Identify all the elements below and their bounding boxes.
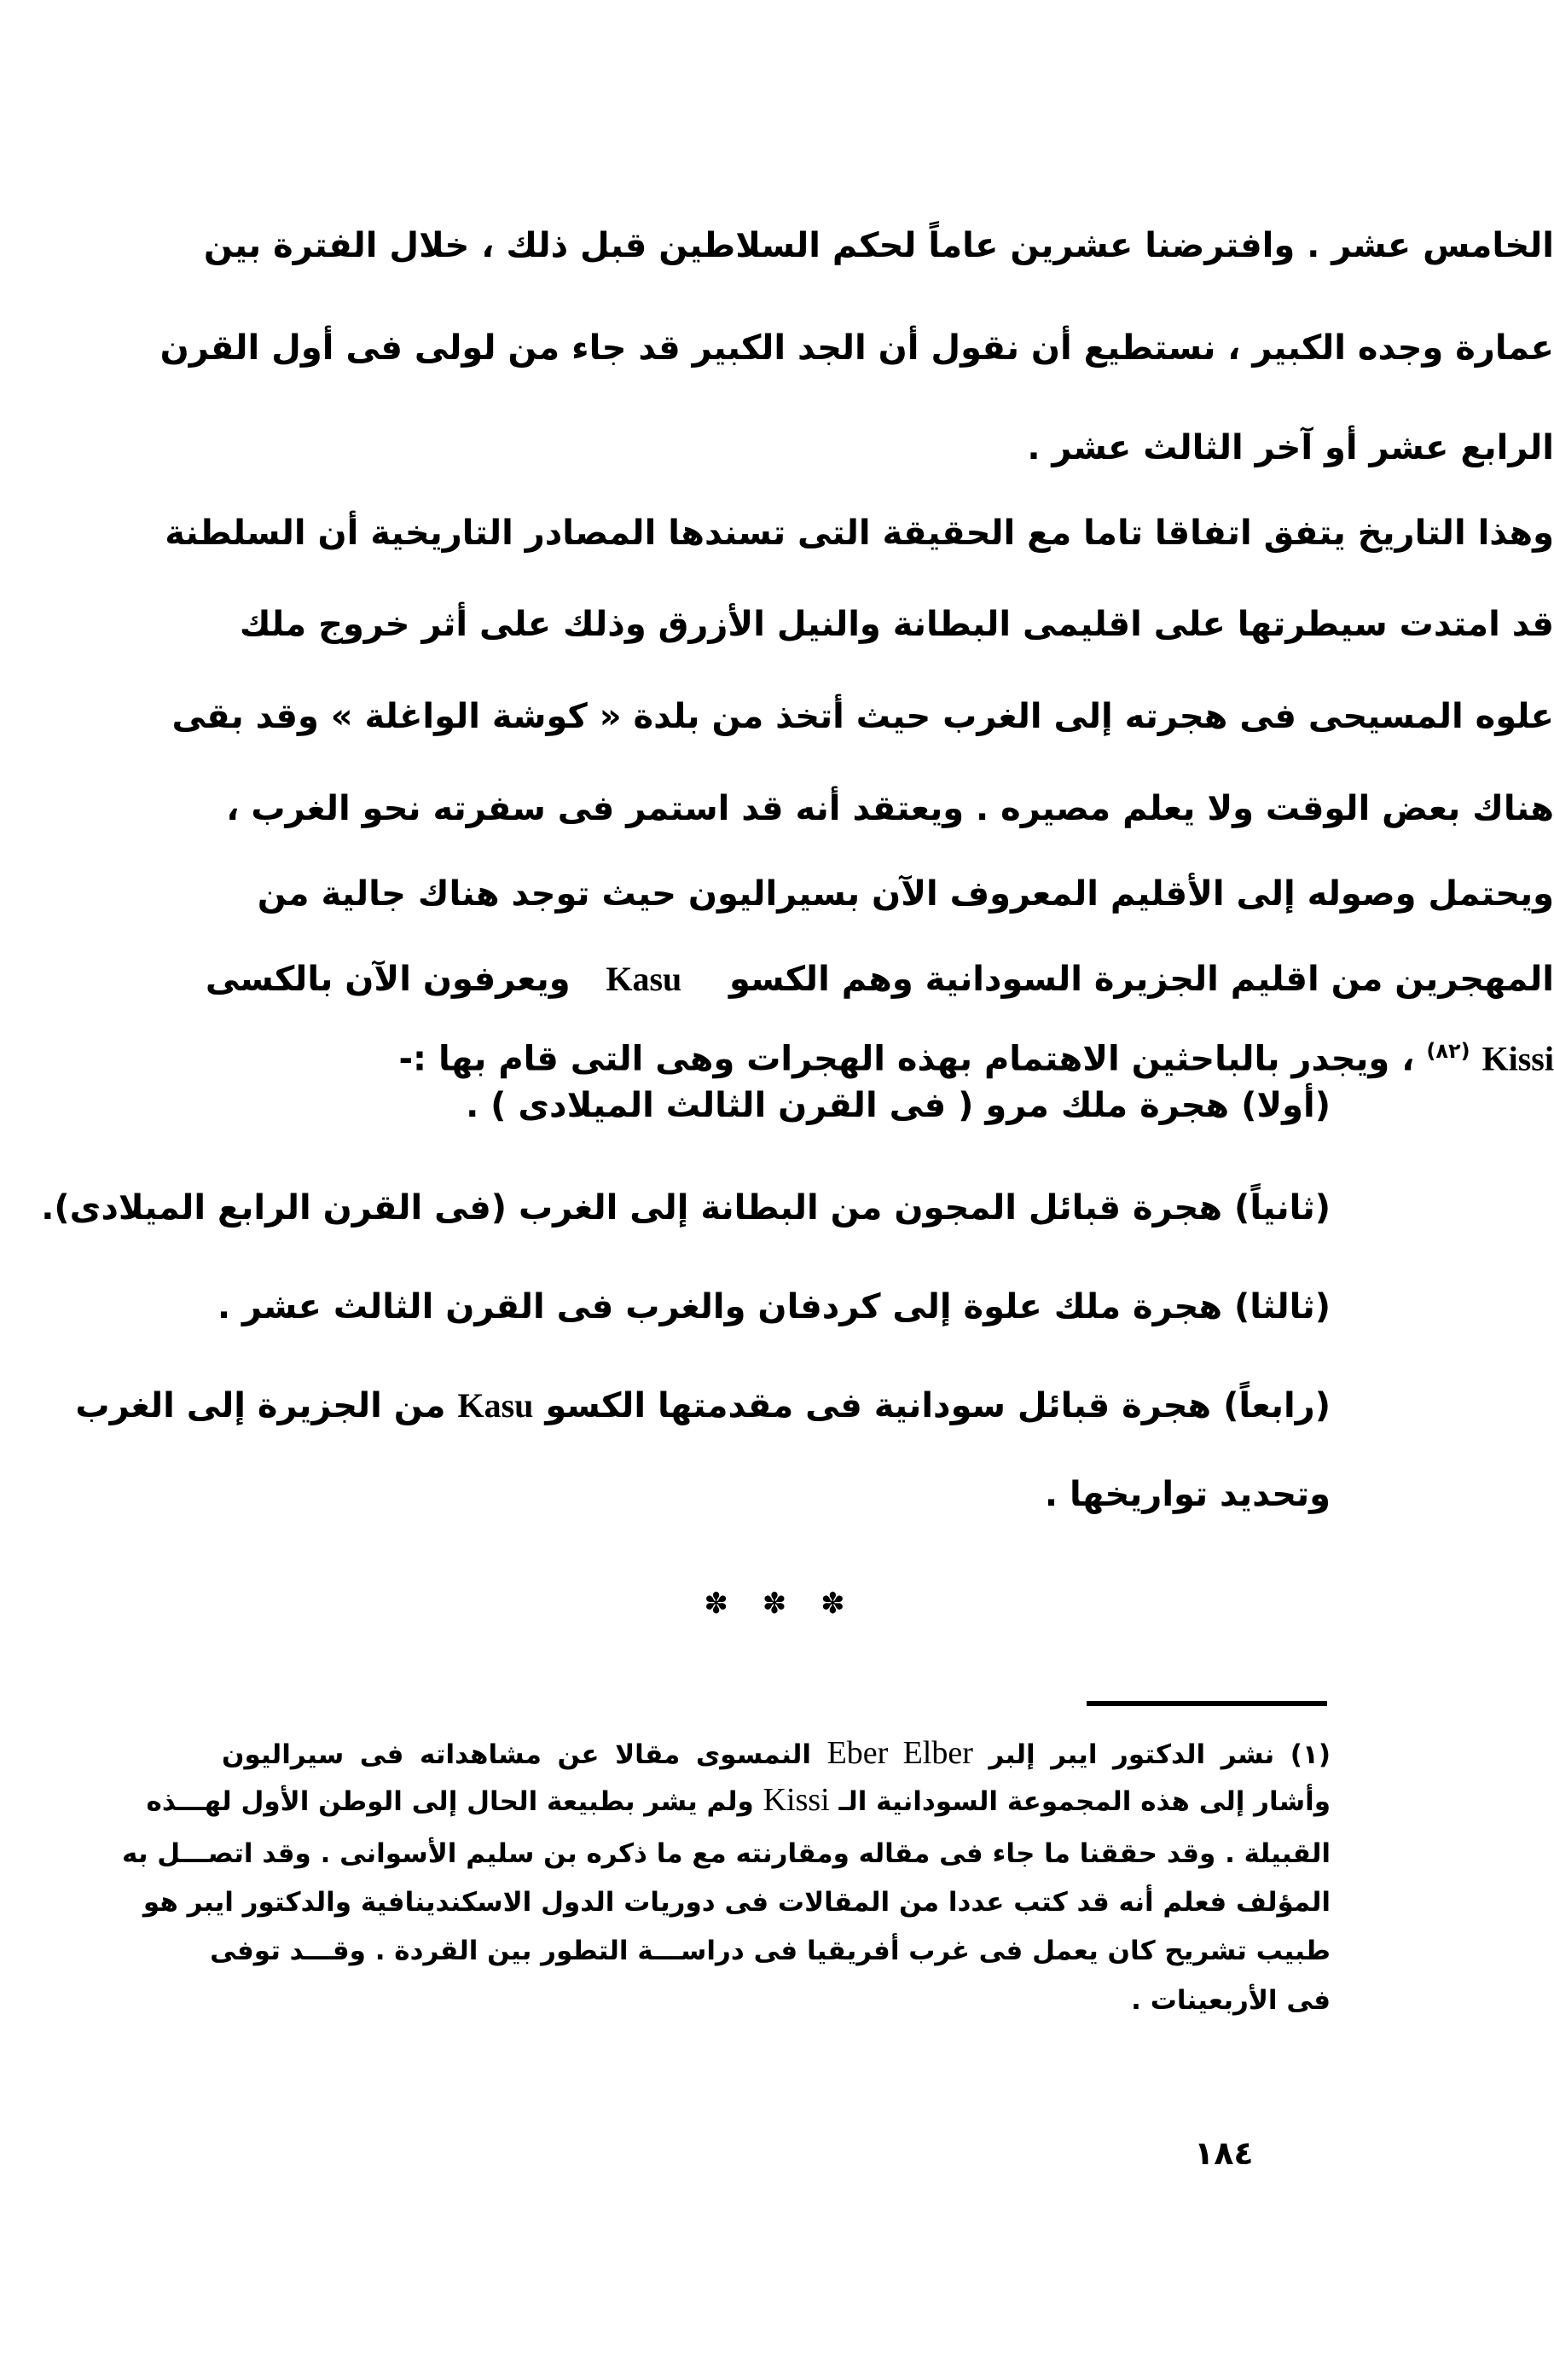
- latin-term-kissi: Kissi: [1482, 1039, 1554, 1078]
- paragraph2-line-4: هناك بعض الوقت ولا يعلم مصيره . ويعتقد أنه قد استمر فى سفرته نحو الغرب ،: [226, 789, 1554, 828]
- latin-name-eber-elber: Eber Elber: [826, 1735, 973, 1771]
- latin-term-kasu-list: Kasu: [457, 1386, 534, 1425]
- paragraph2-line-3: علوه المسيحى فى هجرته إلى الغرب حيث أتخذ من بلدة « كوشة الواغلة » وقد بقى: [171, 697, 1554, 736]
- list-item-fourth-continuation: وتحديد تواريخها .: [1044, 1475, 1331, 1514]
- paragraph1-line-2: عمارة وجده الكبير ، نستطيع أن نقول أن الجد الكبير قد جاء من لولى فى أول القرن: [159, 328, 1554, 368]
- list-item-fourth-part-b: من الجزيرة إلى الغرب: [75, 1386, 446, 1425]
- paragraph1-line-1: الخامس عشر . وافترضنا عشرين عاماً لحكم السلاطين قبل ذلك ، خلال الفترة بين: [203, 226, 1554, 265]
- list-item-second: (ثانياً) هجرة قبائل المجون من البطانة إلى الغرب (فى القرن الرابع الميلادى).: [41, 1188, 1331, 1228]
- list-item-third: (ثالثا) هجرة ملك علوة إلى كردفان والغرب فى القرن الثالث عشر .: [217, 1287, 1331, 1326]
- footnote-divider: [1087, 1701, 1327, 1706]
- latin-term-kissi-footnote: Kissi: [763, 1782, 830, 1818]
- paragraph2-line-7: [398, 1025, 1554, 1084]
- paragraph2-line-5: ويحتمل وصوله إلى الأقليم المعروف الآن بسيراليون حيث توجد هناك جالية من: [257, 874, 1554, 914]
- footnote-line-2-part-a: وأشار إلى هذه المجموعة السودانية الـ: [838, 1786, 1331, 1817]
- latin-term-kasu: Kasu: [606, 960, 682, 998]
- paragraph1-line-3: الرابع عشر أو آخر الثالث عشر .: [1027, 428, 1554, 467]
- paragraph2-line-2: قد امتدت سيطرتها على اقليمى البطانة والنيل الأزرق وذلك على أثر خروج ملك: [239, 605, 1554, 644]
- footnote-line-1-part-b: النمسوى مقالا عن مشاهداته فى سيراليون: [222, 1739, 811, 1770]
- footnote-line-1: [222, 1732, 1331, 1776]
- section-separator-asterisks: ✽ ✽ ✽: [704, 1587, 857, 1621]
- footnote-line-3: القبيلة . وقد حققنا ما جاء فى مقاله ومقارنته مع ما ذكره بن سليم الأسوانى . وقد اتصـــل به: [122, 1838, 1331, 1869]
- footnote-line-6: فى الأربعينات .: [1131, 1985, 1331, 2016]
- footnote-line-2: [146, 1779, 1331, 1823]
- paragraph2-line-6-part-a: المهجرين من اقليم الجزيرة السودانية وهم الكسو: [729, 960, 1554, 999]
- paragraph2-line-6: [205, 954, 1554, 1005]
- footnote-line-4: المؤلف فعلم أنه قد كتب عددا من المقالات فى دوريات الدول الاسكندينافية والدكتور ايبر هو: [142, 1887, 1331, 1918]
- list-item-first: (أولا) هجرة ملك مرو ( فى القرن الثالث الميلادى ) .: [466, 1086, 1331, 1125]
- page-number: ١٨٤: [1194, 2134, 1254, 2172]
- footnote-line-5: طبيب تشريح كان يعمل فى غرب أفريقيا فى دراســـة التطور بين القردة . وقـــد توفى: [210, 1936, 1331, 1966]
- paragraph2-line-1: وهذا التاريخ يتفق اتفاقا تاما مع الحقيقة التى تسندها المصادر التاريخية أن السلطنة: [165, 514, 1554, 553]
- paragraph2-line-7-text: ، ويجدر بالباحثين الاهتمام بهذه الهجرات وهى التى قام بها :-: [398, 1039, 1415, 1079]
- list-item-fourth: [75, 1380, 1331, 1431]
- footnote-reference[interactable]: (٨٢): [1426, 1039, 1470, 1063]
- paragraph2-line-6-part-b: ويعرفون الآن بالكسى: [205, 960, 571, 999]
- list-item-fourth-part-a: (رابعاً) هجرة قبائل سودانية فى مقدمتها الكسو: [545, 1386, 1331, 1425]
- footnote-line-1-part-a: (١) نشر الدكتور ايبر إلبر: [989, 1739, 1331, 1770]
- footnote-line-2-part-b: ولم يشر بطبيعة الحال إلى الوطن الأول لهـــذه: [146, 1786, 754, 1817]
